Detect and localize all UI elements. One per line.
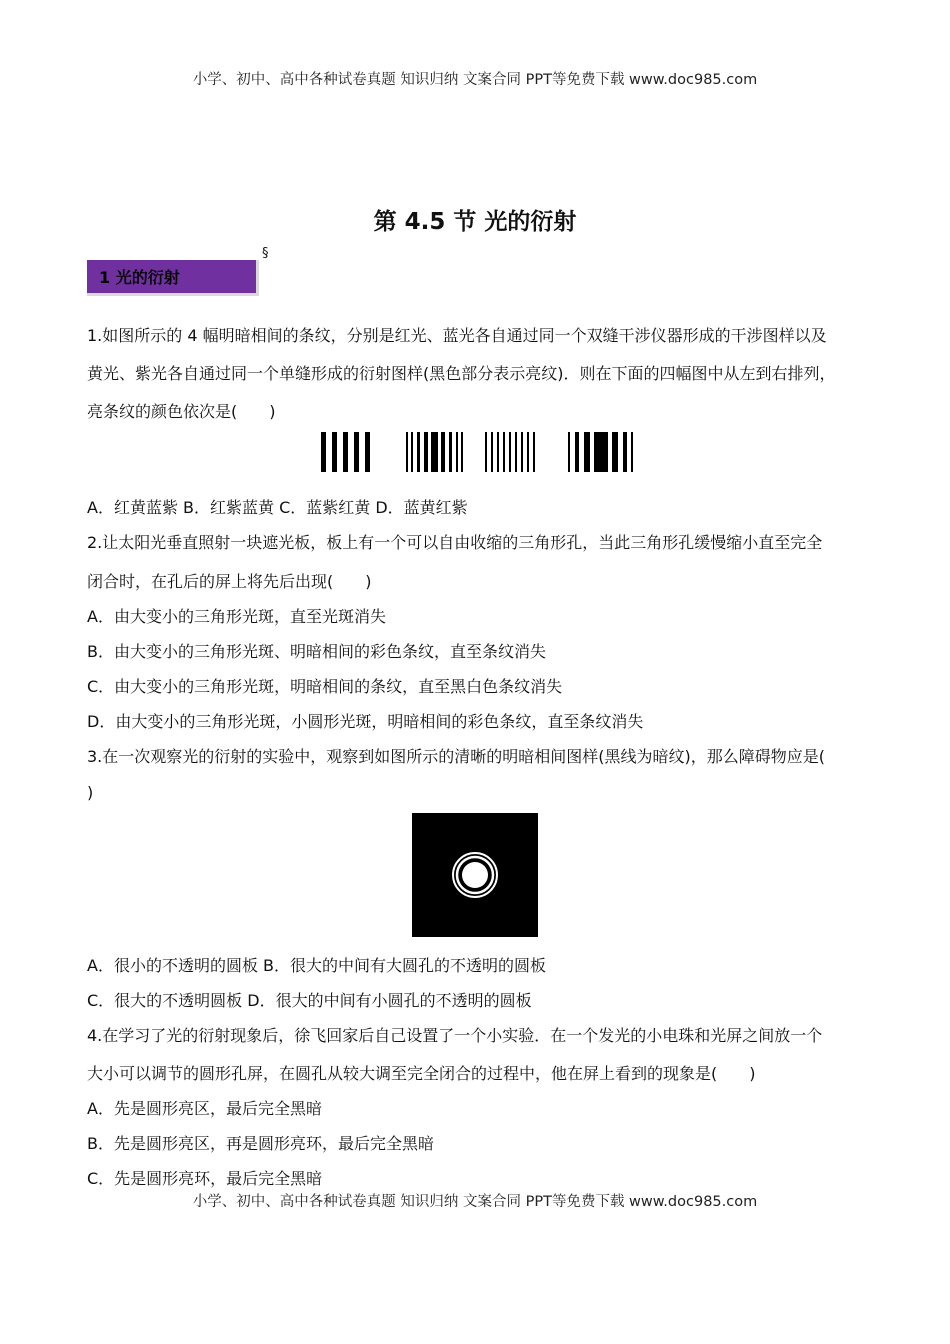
fringe-pattern-4 [568,432,633,472]
q3-options-cd: C．很大的不透明圆板 D．很大的中间有小圆孔的不透明的圆板 [87,991,532,1010]
footer-watermark: 小学、初中、高中各种试卷真题 知识归纳 文案合同 PPT等免费下载 www.doc985.com [192,1194,758,1210]
section-mark: § [262,246,269,261]
q1-options: A．红黄蓝紫 B．红紫蓝黄 C．蓝紫红黄 D．蓝黄红紫 [87,498,468,517]
q4-option-a: A．先是圆形亮区，最后完全黑暗 [87,1099,322,1118]
q2-line1: 2.让太阳光垂直照射一块遮光板，板上有一个可以自由收缩的三角形孔，当此三角形孔缓慢缩小直至完全 [87,533,823,552]
fringe-patterns-figure [318,430,636,474]
q4-option-c: C．先是圆形亮环，最后完全黑暗 [87,1169,323,1188]
bright-center [462,862,488,888]
q2-option-c: C．由大变小的三角形光斑，明暗相间的条纹，直至黑白色条纹消失 [87,677,563,696]
q1-line2: 黄光、紫光各自通过同一个单缝形成的衍射图样(黑色部分表示亮纹)．则在下面的四幅图中从左到右排列， [87,364,836,383]
q2-option-a: A．由大变小的三角形光斑，直至光斑消失 [87,607,386,626]
q3-options-ab: A．很小的不透明的圆板 B．很大的中间有大圆孔的不透明的圆板 [87,956,547,975]
diffraction-ring-figure [412,813,538,937]
q1-line3: 亮条纹的颜色依次是( ) [87,402,276,421]
q4-line1: 4.在学习了光的衍射现象后，徐飞回家后自己设置了一个小实验．在一个发光的小电珠和光屏之间放一个 [87,1026,823,1045]
fringe-pattern-3 [485,432,535,472]
q2-option-d: D．由大变小的三角形光斑，小圆形光斑，明暗相间的彩色条纹，直至条纹消失 [87,712,644,731]
header-watermark: 小学、初中、高中各种试卷真题 知识归纳 文案合同 PPT等免费下载 www.doc985.com [192,72,758,88]
q3-line2: ) [87,783,94,802]
q4-line2: 大小可以调节的圆形孔屏，在圆孔从较大调至完全闭合的过程中，他在屏上看到的现象是( ) [87,1064,756,1083]
fringe-pattern-2 [406,432,463,472]
q4-option-b: B．先是圆形亮区，再是圆形亮环，最后完全黑暗 [87,1134,434,1153]
fringe-pattern-1 [321,432,370,472]
q2-option-b: B．由大变小的三角形光斑、明暗相间的彩色条纹，直至条纹消失 [87,642,546,661]
page-title: 第 4.5 节 光的衍射 [373,209,577,235]
q2-line2: 闭合时，在孔后的屏上将先后出现( ) [87,572,372,591]
q1-line1: 1.如图所示的 4 幅明暗相间的条纹，分别是红光、蓝光各自通过同一个双缝干涉仪器形成的干涉图样以及 [87,326,827,345]
section-heading: 1 光的衍射 [87,260,259,296]
q3-line1: 3.在一次观察光的衍射的实验中，观察到如图所示的清晰的明暗相间图样(黑线为暗纹)，那么障碍物应是( [87,747,825,766]
